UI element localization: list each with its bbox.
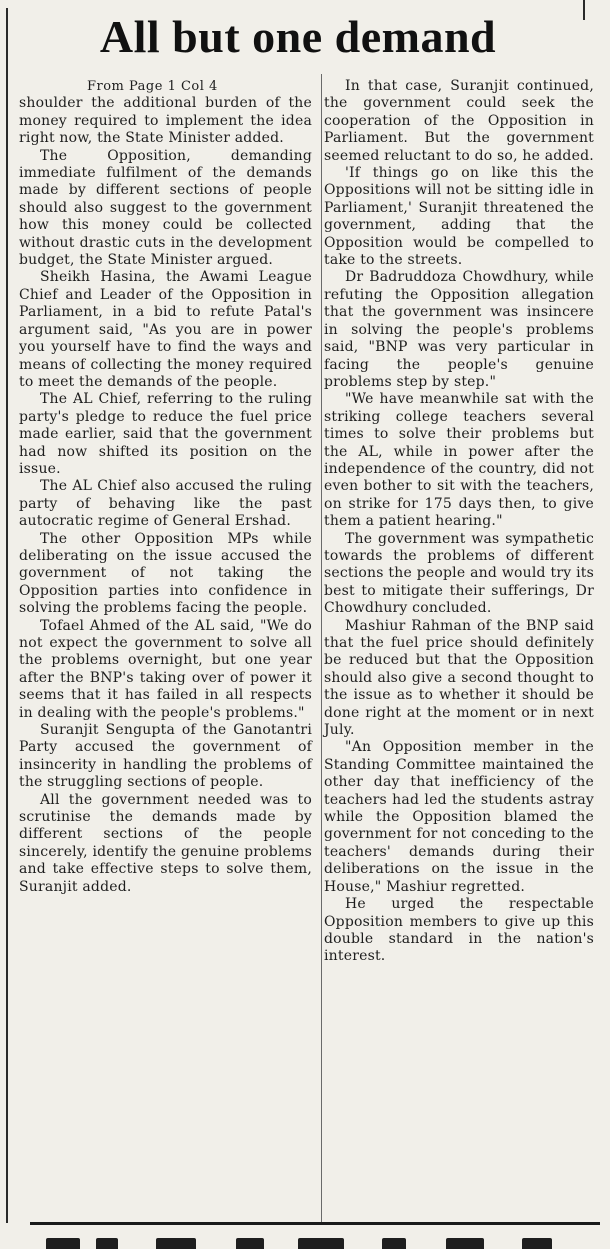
cut-letter (156, 1238, 196, 1249)
cut-letter (46, 1238, 80, 1249)
paragraph: "An Opposition member in the Standing Committee maintained the other day that inefficiency of the teachers had led the students astray while the Opposition blamed the government for not conceding to the teachers' demands during their deliberations on the issue in the House," Mashiur regretted. (324, 739, 594, 895)
paragraph: All the government needed was to scrutinise the demands made by different sections of the people sincerely, identify the genuine problems and take effective steps to solve them, Suranjit added. (19, 791, 312, 895)
cut-letter (522, 1238, 552, 1249)
paragraph: In that case, Suranjit continued, the government could seek the cooperation of the Opposition in Parliament. But the government seemed reluctant to do so, he added. (324, 78, 594, 164)
cut-letter (96, 1238, 118, 1249)
paragraph: Tofael Ahmed of the AL said, "We do not expect the government to solve all the problems overnight, but one year after the BNP's taking over of power it seems that it has failed in all respects in dealing with the people's problems." (19, 617, 312, 721)
paragraph: Mashiur Rahman of the BNP said that the fuel price should definitely be reduced but that the Opposition should also give a second thought to the issue as to whether it should be done right at the moment or in next July. (324, 617, 594, 739)
paragraph: "We have meanwhile sat with the striking college teachers several times to solve their problems but the AL, while in power after the independence of the country, did not even bother to sit with the teachers, on strike for 175 days then, to give them a patient hearing." (324, 391, 594, 530)
left-column (19, 78, 312, 896)
right-column (324, 78, 594, 966)
cut-letter (298, 1238, 344, 1249)
cut-off-next-headline (36, 1232, 596, 1249)
continuation-line: From Page 1 Col 4 (87, 79, 218, 94)
headline: All but one demand (99, 11, 497, 62)
paragraph: He urged the respectable Opposition members to give up this double standard in the nation's interest. (324, 896, 594, 965)
cut-letter (382, 1238, 406, 1249)
paragraph: The government was sympathetic towards the problems of different sections the people and would try its best to mitigate their sufferings, Dr Chowdhury concluded. (324, 530, 594, 617)
paragraph: Sheikh Hasina, the Awami League Chief and Leader of the Opposition in Parliament, in a bid to refute Patal's argument said, "As you are in power you yourself have to find the ways and means of collecting the money required to meet the demands of the people. (19, 269, 312, 390)
left-border-rule (6, 8, 8, 1223)
paragraph: The AL Chief also accused the ruling party of behaving like the past autocratic regime of General Ershad. (19, 478, 312, 530)
bottom-rule (30, 1222, 600, 1225)
paragraph: 'If things go on like this the Oppositions will not be sitting idle in Parliament,' Suranjit threatened the government, adding that the Opposition would be compelled to take to the streets. (324, 165, 594, 269)
paragraph: The other Opposition MPs while deliberating on the issue accused the government of not taking the Opposition parties into confidence in solving the problems facing the people. (19, 530, 312, 617)
paragraph: Suranjit Sengupta of the Ganotantri Party accused the government of insincerity in handling the problems of the struggling sections of people. (19, 722, 312, 791)
cut-letter (236, 1238, 264, 1249)
paragraph: The AL Chief, referring to the ruling party's pledge to reduce the fuel price made earlier, said that the government had now shifted its position on the issue. (19, 391, 312, 477)
paragraph: The Opposition, demanding immediate fulfilment of the demands made by different sections of people should also suggest to the government how this money could be collected without drastic cuts in the development budget, the State Minister argued. (19, 147, 312, 269)
cut-letter (446, 1238, 484, 1249)
paragraph: shoulder the additional burden of the money required to implement the idea right now, the State Minister added. (19, 95, 312, 147)
column-divider (321, 74, 322, 1222)
paragraph: Dr Badruddoza Chowdhury, while refuting the Opposition allegation that the government was insincere in solving the people's problems said, "BNP was very particular in facing the people's genuine problems step by step." (324, 269, 594, 390)
